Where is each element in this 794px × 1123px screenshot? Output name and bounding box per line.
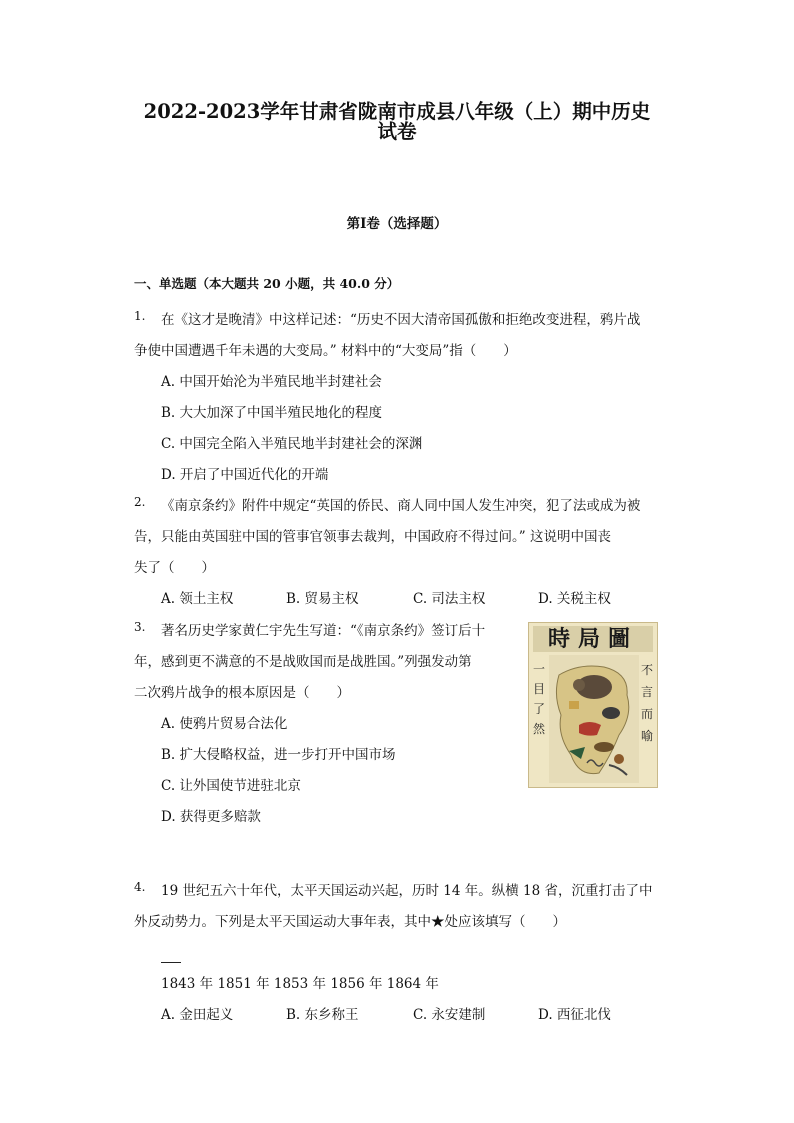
question-text: 外反动势力。下列是太平天国运动大事年表，其中★处应该填写（ ）	[134, 914, 566, 930]
option: B. 扩大侵略权益，进一步打开中国市场	[161, 747, 396, 763]
option: C. 永安建制	[413, 1007, 486, 1023]
title-line-2: 试卷	[377, 120, 417, 143]
option: D. 获得更多赔款	[161, 809, 261, 825]
poster-title: 時局圖	[533, 626, 653, 652]
shiju-tu-cartoon-image	[528, 622, 658, 788]
poster-left-caption: 一目了然	[532, 662, 545, 736]
question-number: 2.	[134, 495, 146, 509]
question-number: 3.	[134, 620, 146, 634]
option: A. 领土主权	[161, 591, 234, 607]
question-text: 著名历史学家黄仁宇先生写道：“《南京条约》签订后十	[161, 623, 486, 639]
option: D. 开启了中国近代化的开端	[161, 467, 329, 483]
option: D. 西征北伐	[538, 1007, 611, 1023]
option: D. 关税主权	[538, 591, 611, 607]
option: C. 司法主权	[413, 591, 486, 607]
option: A. 金田起义	[161, 1007, 234, 1023]
poster-right-caption: 不言而喻	[640, 663, 653, 743]
option: A. 中国开始沦为半殖民地半封建社会	[161, 374, 382, 390]
question-text: 在《这才是晚清》中这样记述：“历史不因大清帝国孤傲和拒绝改变进程，鸦片战	[161, 312, 641, 328]
china-map-illustration	[549, 655, 639, 783]
question-text: 19 世纪五六十年代，太平天国运动兴起，历时 14 年。纵横 18 省，沉重打击了中	[161, 883, 653, 899]
question-text: 争使中国遭遇千年未遇的大变局。” 材料中的“大变局”指（ ）	[134, 343, 517, 359]
option: A. 使鸦片贸易合法化	[161, 716, 288, 732]
section-title: 第I卷（选择题）	[346, 216, 448, 232]
question-text: 《南京条约》附件中规定“英国的侨民、商人同中国人发生冲突，犯了法或成为被	[161, 498, 641, 514]
option: B. 大大加深了中国半殖民地化的程度	[161, 405, 383, 421]
part-title: 一、单选题（本大题共 20 小题，共 40.0 分）	[134, 276, 400, 291]
title-line-1: 2022-2023学年甘肃省陇南市成县八年级（上）期中历史	[143, 100, 651, 123]
question-number: 4.	[134, 880, 146, 894]
option: C. 中国完全陷入半殖民地半封建社会的深渊	[161, 436, 423, 452]
question-text: 告，只能由英国驻中国的管事官领事去裁判，中国政府不得过问。” 这说明中国丧	[134, 529, 611, 545]
option: B. 贸易主权	[286, 591, 359, 607]
timeline-divider	[161, 962, 181, 963]
question-text: 失了（ ）	[134, 560, 215, 576]
option: B. 东乡称王	[286, 1007, 359, 1023]
option: C. 让外国使节进驻北京	[161, 778, 301, 794]
question-text: 年，感到更不满意的不是战败国而是战胜国。”列强发动第	[134, 654, 472, 670]
timeline-years: 1843 年 1851 年 1853 年 1856 年 1864 年	[161, 976, 439, 992]
question-number: 1.	[134, 309, 146, 323]
question-text: 二次鸦片战争的根本原因是（ ）	[134, 685, 350, 701]
